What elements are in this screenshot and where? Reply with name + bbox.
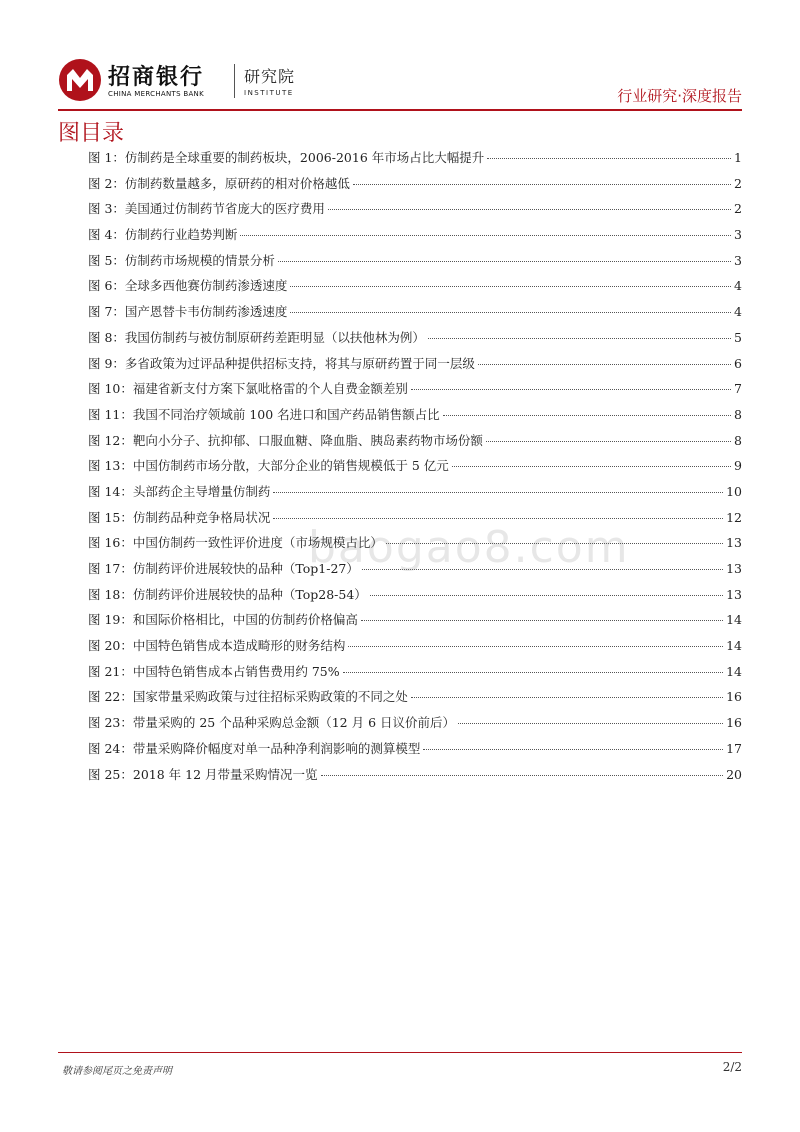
toc-entry-page: 13 <box>726 535 742 551</box>
toc-entry-label: 图 4：仿制药行业趋势判断 <box>88 227 238 243</box>
toc-entry-label: 图 2：仿制药数量越多，原研药的相对价格越低 <box>88 175 350 191</box>
toc-entry-label: 图 18：仿制药评价进展较快的品种（Top28-54） <box>88 586 367 602</box>
toc-entry[interactable] <box>88 405 742 431</box>
toc-entry-label: 图 7：国产恩替卡韦仿制药渗透速度 <box>88 304 288 320</box>
bank-name-en: CHINA MERCHANTS BANK <box>108 90 204 98</box>
toc-leader-dots <box>458 723 723 724</box>
toc-entry[interactable] <box>88 174 742 200</box>
toc-entry-page: 3 <box>734 252 742 268</box>
toc-leader-dots <box>278 261 731 262</box>
toc-leader-dots <box>361 620 723 621</box>
toc-entry-page: 5 <box>734 329 742 345</box>
toc-entry[interactable] <box>88 585 742 611</box>
header-rule <box>58 109 742 111</box>
toc-leader-dots <box>423 749 723 750</box>
toc-entry-label: 图 16：中国仿制药一致性评价进度（市场规模占比） <box>88 535 383 551</box>
toc-leader-dots <box>370 595 723 596</box>
toc-entry-label: 图 8：我国仿制药与被仿制原研药差距明显（以扶他林为例） <box>88 329 425 345</box>
toc-entry-page: 12 <box>726 509 742 525</box>
toc-entry-page: 4 <box>734 304 742 320</box>
toc-leader-dots <box>411 697 723 698</box>
toc-entry-label: 图 23：带量采购的 25 个品种采购总金额（12 月 6 日议价前后） <box>88 715 456 731</box>
toc-entry-label: 图 3：美国通过仿制药节省庞大的医疗费用 <box>88 201 325 217</box>
institute-name-en: INSTITUTE <box>244 89 294 97</box>
toc-entry-label: 图 22：国家带量采购政策与过往招标采购政策的不同之处 <box>88 689 408 705</box>
header-separator <box>234 64 235 98</box>
watermark: baogao8.com <box>308 522 630 573</box>
toc-leader-dots <box>428 338 731 339</box>
toc-entry-page: 2 <box>734 175 742 191</box>
page-header <box>58 58 742 108</box>
section-title: 图目录 <box>58 121 125 146</box>
toc-entry-page: 13 <box>726 561 742 576</box>
report-type: 行业研究·深度报告 <box>617 87 742 105</box>
toc-entry[interactable] <box>88 687 742 713</box>
toc-entry[interactable] <box>88 456 742 482</box>
toc-leader-dots <box>273 518 723 519</box>
toc-entry[interactable] <box>88 765 742 791</box>
toc-entry-page: 17 <box>726 740 742 756</box>
toc-entry-label: 图 21：中国特色销售成本占销售费用约 75% <box>88 663 340 679</box>
toc-entry-page: 16 <box>726 689 742 705</box>
toc-entry[interactable] <box>88 251 742 277</box>
cmb-logo-icon <box>58 58 102 102</box>
toc-entry[interactable] <box>88 148 742 174</box>
toc-entry[interactable] <box>88 302 742 328</box>
institute-name-cn: 研究院 <box>244 67 296 86</box>
toc-leader-dots <box>328 209 731 210</box>
toc-entry-page: 14 <box>726 663 742 679</box>
toc-entry[interactable] <box>88 328 742 354</box>
toc-entry-label: 图 19：和国际价格相比，中国的仿制药价格偏高 <box>88 612 358 628</box>
toc-entry-label: 图 11：我国不同治疗领域前 100 名进口和国产药品销售额占比 <box>88 406 440 422</box>
toc-entry[interactable] <box>88 431 742 457</box>
toc-entry[interactable] <box>88 354 742 380</box>
toc-entry[interactable] <box>88 225 742 251</box>
toc-entry-label: 图 1：仿制药是全球重要的制药板块，2006-2016 年市场占比大幅提升 <box>88 150 485 165</box>
toc-leader-dots <box>486 441 731 442</box>
toc-entry-label: 图 14：头部药企主导增量仿制药 <box>88 483 271 499</box>
toc-entry-page: 20 <box>726 766 742 782</box>
toc-entry-page: 10 <box>726 483 742 499</box>
toc-entry[interactable] <box>88 276 742 302</box>
toc-entry[interactable] <box>88 662 742 688</box>
toc-leader-dots <box>452 466 731 467</box>
toc-entry[interactable] <box>88 482 742 508</box>
toc-leader-dots <box>478 364 731 365</box>
toc-entry-label: 图 13：中国仿制药市场分散，大部分企业的销售规模低于 5 亿元 <box>88 458 449 474</box>
toc-entry[interactable] <box>88 610 742 636</box>
disclaimer: 敬请参阅尾页之免责声明 <box>62 1066 172 1077</box>
toc-entry[interactable] <box>88 199 742 225</box>
toc-leader-dots <box>353 184 731 185</box>
footer-rule <box>58 1052 742 1053</box>
bank-name-cn: 招商银行 <box>108 65 205 90</box>
toc-entry[interactable] <box>88 713 742 739</box>
toc-entry[interactable] <box>88 636 742 662</box>
toc-entry-page: 8 <box>734 432 742 448</box>
toc-entry-label: 图 6：全球多西他赛仿制药渗透速度 <box>88 278 288 294</box>
toc-entry[interactable] <box>88 739 742 765</box>
toc-entry-label: 图 20：中国特色销售成本造成畸形的财务结构 <box>88 638 346 654</box>
toc-entry-label: 图 25：2018 年 12 月带量采购情况一览 <box>88 766 318 782</box>
toc-leader-dots <box>290 286 731 287</box>
toc-leader-dots <box>487 158 731 159</box>
toc-entry-page: 8 <box>734 406 742 422</box>
figure-list <box>88 148 742 790</box>
toc-entry-label: 图 9：多省政策为过评品种提供招标支持，将其与原研药置于同一层级 <box>88 355 475 371</box>
toc-entry-label: 图 12：靶向小分子、抗抑郁、口服血糖、降血脂、胰岛素药物市场份额 <box>88 432 483 448</box>
toc-entry-label: 图 5：仿制药市场规模的情景分析 <box>88 252 275 268</box>
toc-entry[interactable] <box>88 379 742 405</box>
toc-entry-label: 图 10：福建省新支付方案下氯吡格雷的个人自费金额差别 <box>88 381 408 397</box>
toc-entry-page: 9 <box>734 458 742 474</box>
toc-entry-page: 14 <box>726 638 742 654</box>
toc-entry-label: 图 17：仿制药评价进展较快的品种（Top1-27） <box>88 561 359 576</box>
toc-entry-page: 16 <box>726 715 742 731</box>
toc-leader-dots <box>273 492 723 493</box>
toc-leader-dots <box>348 646 723 647</box>
toc-entry-page: 7 <box>734 381 742 397</box>
toc-entry-page: 6 <box>734 355 742 371</box>
toc-entry-label: 图 24：带量采购降价幅度对单一品种净利润影响的测算模型 <box>88 740 421 756</box>
toc-entry-page: 4 <box>734 278 742 294</box>
toc-leader-dots <box>343 672 723 673</box>
toc-entry-page: 13 <box>726 586 742 602</box>
toc-leader-dots <box>290 312 731 313</box>
toc-leader-dots <box>321 775 724 776</box>
toc-entry-page: 14 <box>726 612 742 628</box>
toc-entry-page: 1 <box>734 150 742 165</box>
toc-entry-label: 图 15：仿制药品种竞争格局状况 <box>88 509 271 525</box>
toc-leader-dots <box>443 415 731 416</box>
toc-leader-dots <box>411 389 731 390</box>
toc-leader-dots <box>240 235 731 236</box>
page-number: 2/2 <box>722 1060 742 1074</box>
toc-entry-page: 3 <box>734 227 742 243</box>
toc-entry-page: 2 <box>734 201 742 217</box>
